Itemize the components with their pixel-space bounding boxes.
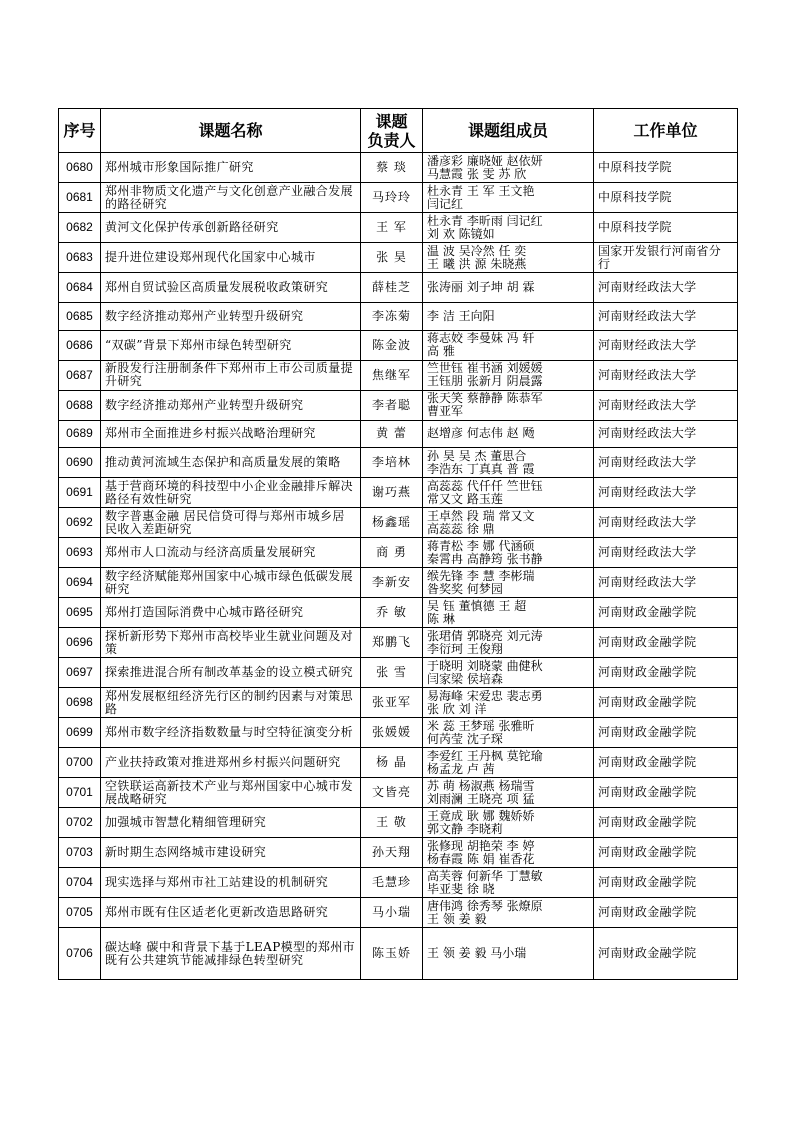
cell-leader: 张 雪	[361, 658, 423, 688]
cell-leader: 薛桂芝	[361, 273, 423, 303]
table-row	[59, 718, 738, 748]
cell-unit: 河南财经政法大学	[594, 420, 738, 448]
member-line: 昝奖奖 何梦园	[427, 581, 503, 596]
cell-leader: 李者聪	[361, 390, 423, 420]
cell-number: 0691	[59, 478, 101, 508]
cell-members	[423, 303, 594, 331]
cell-project-title: 探析新形势下郑州市高校毕业生就业问题及对策	[101, 628, 361, 658]
cell-number: 0681	[59, 183, 101, 213]
cell-number: 0682	[59, 213, 101, 243]
cell-leader: 陈金波	[361, 330, 423, 360]
cell-unit: 中原科技学院	[594, 183, 738, 213]
cell-leader: 谢巧燕	[361, 478, 423, 508]
member-line: 何芮莹 沈子琛	[427, 731, 503, 746]
cell-unit: 河南财政金融学院	[594, 778, 738, 808]
cell-number: 0703	[59, 838, 101, 868]
cell-project-title: 数字经济赋能郑州国家中心城市绿色低碳发展研究	[101, 568, 361, 598]
cell-project-title: 郑州非物质文化遗产与文化创意产业融合发展的路径研究	[101, 183, 361, 213]
cell-leader: 商 勇	[361, 538, 423, 568]
cell-leader: 张 昊	[361, 243, 423, 273]
table-row	[59, 390, 738, 420]
cell-project-title: 郑州市数字经济指数数量与时空特征演变分析	[101, 718, 361, 748]
table-row	[59, 420, 738, 448]
table-row	[59, 153, 738, 183]
member-line: 张 欣 刘 洋	[427, 701, 487, 716]
member-line: 王 领 姜 毅	[427, 911, 487, 926]
cell-leader: 马玲玲	[361, 183, 423, 213]
cell-project-title: 新时期生态网络城市建设研究	[101, 838, 361, 868]
cell-number: 0686	[59, 330, 101, 360]
member-line: 孙 昊 吴 杰 董思合	[427, 448, 527, 463]
member-line: 张珺倩 郭晓亮 刘元涛	[427, 628, 543, 643]
cell-unit: 河南财政金融学院	[594, 808, 738, 838]
member-line: 曹亚军	[427, 404, 464, 418]
cell-number: 0685	[59, 303, 101, 331]
member-line: 易海峰 宋爱忠 裴志勇	[427, 688, 543, 703]
member-line: 高 雅	[427, 344, 455, 358]
cell-number: 0687	[59, 360, 101, 390]
table-row	[59, 598, 738, 628]
cell-unit: 河南财政金融学院	[594, 658, 738, 688]
table-row	[59, 568, 738, 598]
cell-project-title: 提升进位建设郑州现代化国家中心城市	[101, 243, 361, 273]
member-line: 杨孟龙 卢 茜	[427, 761, 495, 776]
cell-number: 0700	[59, 748, 101, 778]
member-line: 米 蕊 王梦瑶 张雅昕	[427, 718, 535, 733]
cell-members	[423, 508, 594, 538]
cell-members	[423, 658, 594, 688]
member-line: 王 曦 洪 源 朱晓燕	[427, 256, 527, 271]
cell-members	[423, 390, 594, 420]
cell-leader: 蔡 琰	[361, 153, 423, 183]
header-leader-line2: 负责人	[367, 130, 416, 150]
cell-members	[423, 778, 594, 808]
cell-leader: 陈玉娇	[361, 928, 423, 980]
member-line: 李爱红 王丹枫 莫铊瑜	[427, 748, 543, 763]
table-row	[59, 658, 738, 688]
cell-members	[423, 718, 594, 748]
cell-number: 0689	[59, 420, 101, 448]
member-line: 苏 萌 杨淑燕 杨瑞雪	[427, 778, 535, 793]
member-line: 吴 钰 董慎德 王 超	[427, 598, 527, 613]
member-line: 竺世钰 崔书涵 刘媛媛	[427, 361, 543, 375]
cell-leader: 张媛媛	[361, 718, 423, 748]
cell-leader: 焦继军	[361, 360, 423, 390]
cell-leader: 李新安	[361, 568, 423, 598]
cell-members	[423, 928, 594, 980]
cell-project-title: 新股发行注册制条件下郑州市上市公司质量提升研究	[101, 360, 361, 390]
table-row	[59, 183, 738, 213]
cell-leader: 乔 敏	[361, 598, 423, 628]
cell-unit: 河南财政金融学院	[594, 928, 738, 980]
cell-unit: 河南财政金融学院	[594, 628, 738, 658]
member-line: 高蕊蕊 徐 鼎	[427, 521, 495, 536]
table-row	[59, 928, 738, 980]
cell-unit: 河南财政金融学院	[594, 598, 738, 628]
cell-number: 0706	[59, 928, 101, 980]
member-line: 张涛丽 刘子坤 胡 霖	[427, 280, 535, 294]
cell-members	[423, 360, 594, 390]
cell-project-title: 郑州打造国际消费中心城市路径研究	[101, 598, 361, 628]
cell-members	[423, 273, 594, 303]
cell-project-title: 郑州市全面推进乡村振兴战略治理研究	[101, 420, 361, 448]
cell-project-title: 基于营商环境的科技型中小企业金融排斥解决路径有效性研究	[101, 478, 361, 508]
cell-leader: 毛慧珍	[361, 868, 423, 898]
cell-number: 0702	[59, 808, 101, 838]
member-line: 郭文静 李晓莉	[427, 821, 503, 836]
cell-members	[423, 213, 594, 243]
cell-unit: 河南财经政法大学	[594, 273, 738, 303]
member-line: 王 领 姜 毅 马小瑞	[427, 946, 527, 960]
cell-members	[423, 898, 594, 928]
cell-unit: 河南财经政法大学	[594, 360, 738, 390]
member-line: 温 波 吴冷然 任 奕	[427, 243, 527, 258]
cell-project-title: 数字经济推动郑州产业转型升级研究	[101, 390, 361, 420]
header-title: 课题名称	[101, 109, 361, 153]
table-header-row	[59, 109, 738, 153]
member-line: 李 洁 王向阳	[427, 308, 495, 323]
member-line: 杜永青 王 军 王文艳	[427, 183, 535, 198]
member-line: 高芙蓉 何新华 丁慧敏	[427, 868, 543, 883]
cell-project-title: 推动黄河流域生态保护和高质量发展的策略	[101, 448, 361, 478]
table-row	[59, 838, 738, 868]
cell-project-title: 郑州发展枢纽经济先行区的制约因素与对策思路	[101, 688, 361, 718]
cell-unit: 河南财政金融学院	[594, 838, 738, 868]
member-line: 蒋志姣 李曼妹 冯 轩	[427, 331, 535, 345]
cell-leader: 孙天翔	[361, 838, 423, 868]
cell-members	[423, 838, 594, 868]
cell-unit: 河南财政金融学院	[594, 748, 738, 778]
member-line: 常又文 路玉莲	[427, 491, 503, 506]
table-row	[59, 538, 738, 568]
cell-project-title: 探索推进混合所有制改革基金的设立模式研究	[101, 658, 361, 688]
cell-members	[423, 243, 594, 273]
cell-leader: 杨 晶	[361, 748, 423, 778]
member-line: 杜永青 李昕雨 闫记红	[427, 213, 543, 228]
table-body	[59, 153, 738, 980]
table-row	[59, 448, 738, 478]
member-line: 陈 琳	[427, 611, 455, 626]
cell-members	[423, 153, 594, 183]
member-line: 王钰朋 张新月 阴晨露	[427, 374, 543, 388]
cell-leader: 李冻菊	[361, 303, 423, 331]
member-line: 蒋青松 李 娜 代涵硕	[427, 538, 535, 553]
cell-leader: 王 军	[361, 213, 423, 243]
cell-unit: 河南财经政法大学	[594, 303, 738, 331]
cell-unit: 河南财经政法大学	[594, 478, 738, 508]
cell-project-title: 碳达峰 碳中和背景下基于LEAP模型的郑州市既有公共建筑节能减排绿色转型研究	[101, 928, 361, 980]
member-line: 毕亚斐 徐 晓	[427, 881, 495, 896]
member-line: 李浩东 丁真真 普 霞	[427, 461, 535, 476]
cell-leader: 杨鑫瑶	[361, 508, 423, 538]
table-row	[59, 508, 738, 538]
cell-project-title: 郑州市人口流动与经济高质量发展研究	[101, 538, 361, 568]
cell-members	[423, 478, 594, 508]
cell-leader: 文皆亮	[361, 778, 423, 808]
cell-number: 0695	[59, 598, 101, 628]
member-line: 李衍珂 王俊翔	[427, 641, 503, 656]
cell-number: 0692	[59, 508, 101, 538]
member-line: 王卓然 段 瑞 常又文	[427, 508, 535, 523]
cell-project-title: 空铁联运高新技术产业与郑州国家中心城市发展战略研究	[101, 778, 361, 808]
cell-members	[423, 748, 594, 778]
member-line: 刘雨澜 王晓亮 项 猛	[427, 791, 535, 806]
cell-number: 0680	[59, 153, 101, 183]
header-members: 课题组成员	[423, 109, 594, 153]
cell-leader: 郑鹏飞	[361, 628, 423, 658]
table-row	[59, 360, 738, 390]
cell-number: 0699	[59, 718, 101, 748]
cell-number: 0694	[59, 568, 101, 598]
cell-project-title: 产业扶持政策对推进郑州乡村振兴问题研究	[101, 748, 361, 778]
cell-number: 0704	[59, 868, 101, 898]
cell-leader: 马小瑞	[361, 898, 423, 928]
cell-unit: 河南财经政法大学	[594, 508, 738, 538]
cell-leader: 王 敬	[361, 808, 423, 838]
member-line: 张修现 胡艳荣 李 婷	[427, 838, 535, 853]
member-line: 唐伟鸿 徐秀琴 张燎原	[427, 898, 543, 913]
cell-number: 0688	[59, 390, 101, 420]
cell-project-title: 郑州市既有住区适老化更新改造思路研究	[101, 898, 361, 928]
member-line: 秦霄冉 高静筠 张书静	[427, 551, 543, 566]
cell-members	[423, 420, 594, 448]
member-line: 缑先锋 李 慧 李彬瑞	[427, 568, 535, 583]
member-line: 高蕊蕊 代仟仟 竺世钰	[427, 478, 543, 493]
cell-members	[423, 568, 594, 598]
cell-number: 0705	[59, 898, 101, 928]
cell-number: 0684	[59, 273, 101, 303]
header-leader-line1: 课题	[375, 111, 408, 131]
cell-number: 0701	[59, 778, 101, 808]
cell-project-title: 加强城市智慧化精细管理研究	[101, 808, 361, 838]
cell-members	[423, 628, 594, 658]
cell-unit: 河南财经政法大学	[594, 538, 738, 568]
cell-unit: 中原科技学院	[594, 153, 738, 183]
table-row	[59, 303, 738, 331]
cell-members	[423, 868, 594, 898]
header-num: 序号	[59, 109, 101, 153]
cell-members	[423, 688, 594, 718]
cell-unit: 河南财经政法大学	[594, 568, 738, 598]
table-row	[59, 628, 738, 658]
table-row	[59, 688, 738, 718]
cell-project-title: 数字经济推动郑州产业转型升级研究	[101, 303, 361, 331]
cell-unit: 河南财经政法大学	[594, 390, 738, 420]
cell-number: 0697	[59, 658, 101, 688]
cell-number: 0690	[59, 448, 101, 478]
table-row	[59, 868, 738, 898]
cell-unit: 河南财政金融学院	[594, 718, 738, 748]
cell-project-title: “双碳”背景下郑州市绿色转型研究	[101, 330, 361, 360]
cell-leader: 张亚军	[361, 688, 423, 718]
cell-number: 0683	[59, 243, 101, 273]
cell-members	[423, 538, 594, 568]
cell-unit: 河南财经政法大学	[594, 448, 738, 478]
cell-unit: 河南财政金融学院	[594, 688, 738, 718]
cell-unit: 河南财政金融学院	[594, 868, 738, 898]
table-row	[59, 478, 738, 508]
table-row	[59, 330, 738, 360]
cell-unit: 国家开发银行河南省分行	[594, 243, 738, 273]
member-line: 潘彦彩 廉晓娅 赵依妍	[427, 153, 543, 168]
table-row	[59, 898, 738, 928]
project-table	[58, 108, 738, 980]
table-row	[59, 243, 738, 273]
cell-unit: 中原科技学院	[594, 213, 738, 243]
cell-unit: 河南财政金融学院	[594, 898, 738, 928]
member-line: 闫记红	[427, 196, 464, 211]
cell-number: 0698	[59, 688, 101, 718]
member-line: 张天笑 蔡静静 陈恭军	[427, 391, 543, 405]
cell-unit: 河南财经政法大学	[594, 330, 738, 360]
header-leader	[361, 109, 423, 153]
cell-members	[423, 448, 594, 478]
member-line: 刘 欢 陈镜如	[427, 226, 495, 241]
member-line: 闫家梁 侯培森	[427, 671, 503, 686]
table-row	[59, 778, 738, 808]
member-line: 马慧霞 张 雯 苏 欣	[427, 166, 527, 181]
cell-project-title: 郑州自贸试验区高质量发展税收政策研究	[101, 273, 361, 303]
member-line: 王竟成 耿 娜 魏娇娇	[427, 808, 535, 823]
table-row	[59, 273, 738, 303]
cell-project-title: 现实选择与郑州市社工站建设的机制研究	[101, 868, 361, 898]
cell-leader: 黄 蕾	[361, 420, 423, 448]
cell-members	[423, 598, 594, 628]
member-line: 于晓明 刘晓蒙 曲健秋	[427, 658, 543, 673]
member-line: 杨春霞 陈 娟 崔香花	[427, 851, 535, 866]
header-unit: 工作单位	[594, 109, 738, 153]
table-row	[59, 748, 738, 778]
cell-members	[423, 183, 594, 213]
table-row	[59, 213, 738, 243]
cell-project-title: 郑州城市形象国际推广研究	[101, 153, 361, 183]
cell-project-title: 数字普惠金融 居民信贷可得与郑州市城乡居民收入差距研究	[101, 508, 361, 538]
cell-number: 0696	[59, 628, 101, 658]
cell-leader: 李培林	[361, 448, 423, 478]
cell-members	[423, 808, 594, 838]
member-line: 赵增彦 何志伟 赵 飏	[427, 426, 535, 441]
table-row	[59, 808, 738, 838]
cell-number: 0693	[59, 538, 101, 568]
cell-members	[423, 330, 594, 360]
cell-project-title: 黄河文化保护传承创新路径研究	[101, 213, 361, 243]
